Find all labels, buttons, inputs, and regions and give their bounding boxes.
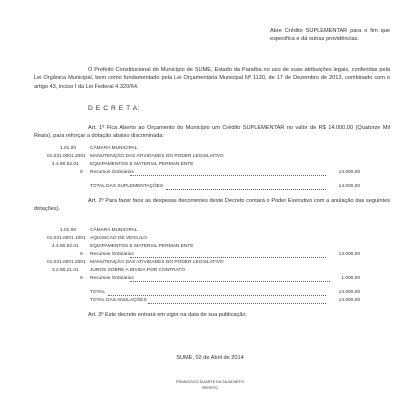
dotted-leader	[148, 303, 326, 304]
table-row-code: 1.01.00	[60, 228, 77, 233]
table-total-value: 14.000,00	[338, 184, 360, 189]
table-row-label: Recursos Ordinários	[90, 276, 134, 281]
table-row-code: 01.031.0001.2001	[47, 260, 86, 265]
article-1: Art. 1º Fica Aberto ao Orçamento do Município um Crédito SUPLEMENTAR no valor de R$ 14.000,00 (Quatorze Mil Reais), para reforçar a dotação abaixo discriminada:	[34, 125, 390, 140]
table-row-label: Recursos Ordinários	[90, 170, 134, 175]
table-total-value: 14.000,00	[338, 290, 360, 295]
dotted-leader	[130, 281, 330, 282]
table-row-label: AQUISICAO DE VEICULO	[90, 236, 148, 241]
table-row-code: 0	[80, 252, 83, 257]
article-2: Art. 2º Para fazer face as despesas decorrentes deste Decreto contará o Poder Executivo com a anulação das seguintes dotações).	[34, 198, 390, 213]
table-row-label: MANUTENÇÃO DAS ATIVIDADES DO PODER LEGISLATIVO	[90, 154, 224, 159]
table-row-label: EQUIPAMENTOS E MATERIAL PERMAN ENTE	[90, 162, 194, 167]
table-row-code: 4.4.90.52.01	[52, 162, 79, 167]
table-total-label: TOTAL DAS SUPLEMENTAÇÕES	[90, 184, 164, 189]
table-row-label: EQUIPAMENTOS E MATERIAL PERMAN ENTE	[90, 244, 194, 249]
decreta-heading: D E C R E T A:	[88, 105, 141, 112]
header-note: Abre Crédito SUPLEMENTAR para o fim que especifica e dá outras providências.	[270, 28, 390, 43]
signer-name: FRANCISCO DUARTE DA SILVA NETO	[176, 380, 244, 384]
dotted-leader	[130, 257, 326, 258]
table-total-label: TOTAL DAS ANULAÇÕES	[90, 298, 147, 303]
place-date: SUME, 02 de Abril de 2014	[176, 355, 244, 361]
table-row-value: 13.000,00	[338, 252, 360, 257]
table-row-label: JUROS SOBRE A DÍVIDA POR CONTRATO	[90, 268, 185, 273]
table-row-code: 4.4.90.52.01	[52, 244, 79, 249]
dotted-leader	[130, 175, 326, 176]
table-row-value: 14.000,00	[338, 170, 360, 175]
table-row-code: 3.2.90.21.01	[52, 268, 79, 273]
signer-title: PREFEITO	[202, 386, 218, 390]
table-row-label: MANUTENÇÃO DAS ATIVIDADES DO PODER LEGISLATIVO	[90, 260, 224, 265]
table-total-label: TOTAL	[90, 290, 106, 295]
table-row-label: CÂMARA MUNICIPAL	[90, 146, 138, 151]
table-row-code: 0	[80, 170, 83, 175]
table-row-code: 01.031.0001.1001	[47, 236, 86, 241]
table-row-code: 1.01.00	[60, 146, 77, 151]
table-row-label: Recursos Ordinários	[90, 252, 134, 257]
table-total-value: 14.000,00	[338, 298, 360, 303]
preamble-paragraph: O Prefeito Constitucional do Município de SUME, Estado da Paraíba no uso de suas atribuições legais, conferidas pela Lei Orgânica Municipal, bem como fundamentado pela Lei Orçamentária Municipal Nº 1120, de 17 de Dezembro de 2013, combinado com o artigo 43, inciso I da Lei Federal 4.320/64.	[34, 67, 390, 90]
table-row-value: 1.000,00	[341, 276, 360, 281]
table-row-label: CÂMARA MUNICIPAL	[90, 228, 138, 233]
article-3: Art. 3º Este decreto entrará em vigor na data de sua publicação.	[88, 312, 248, 318]
table-row-code: 01.031.0001.2001	[47, 154, 86, 159]
table-row-code: 0	[80, 276, 83, 281]
dotted-leader	[166, 189, 326, 190]
dotted-leader	[108, 295, 326, 296]
